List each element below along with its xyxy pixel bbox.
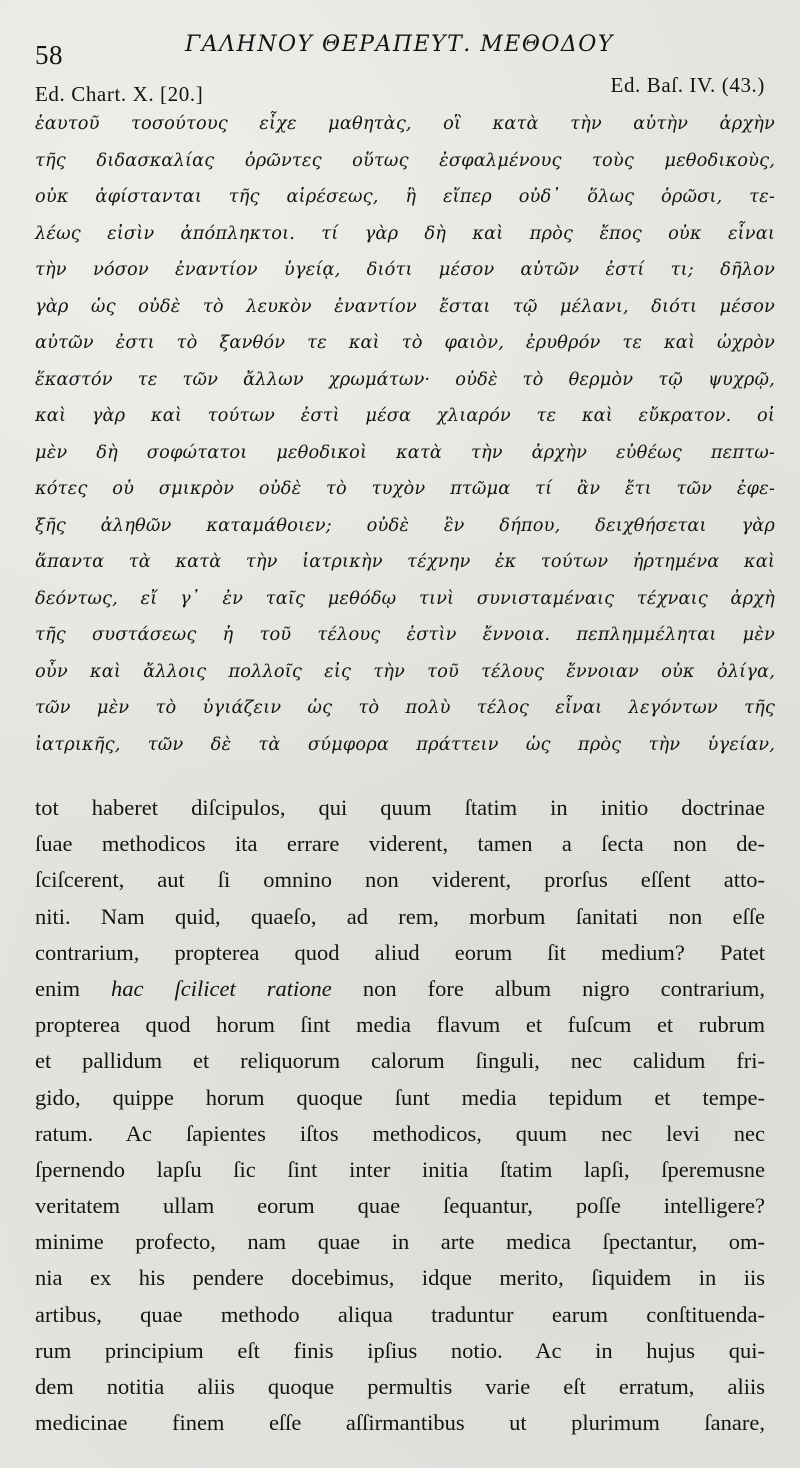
- greek-line: αὐτῶν ἐστι τὸ ξανθόν τε καὶ τὸ φαιὸν, ἐρυθρόν τε καὶ ὠχρὸν: [35, 332, 775, 353]
- page-number: 58: [35, 40, 63, 70]
- greek-line: τῆς συστάσεως ἡ τοῦ τέλους ἐστὶν ἔννοια. πεπλημμέληται μὲν: [35, 624, 775, 645]
- latin-line: tot haberet diſcipulos, qui quum ſtatim in initio doctrinae: [35, 795, 765, 820]
- greek-text-block: [35, 106, 775, 763]
- greek-line: ἰατρικῆς, τῶν δὲ τὰ σύμφορα πράττειν ὡς πρὸς τὴν ὑγείαν,: [35, 733, 775, 755]
- latin-line: ſpernendo lapſu ſic ſint inter initia ſtatim lapſi, ſperemusne: [35, 1156, 765, 1182]
- greek-line: τὴν νόσον ἐναντίον ὑγείᾳ, διότι μέσον αὐτῶν ἐστί τι; δῆλον: [35, 259, 775, 280]
- latin-line-start: enim: [35, 975, 112, 1001]
- greek-line: οὖν καὶ ἄλλοις πολλοῖς εἰς τὴν τοῦ τέλους ἔννοιαν οὐκ ὀλίγα,: [35, 660, 775, 682]
- page-header: [35, 30, 775, 70]
- latin-line: contrarium, propterea quod aliud eorum ſit medium? Patet: [35, 939, 765, 965]
- greek-line: τῶν μὲν τὸ ὑγιάζειν ὡς τὸ πολὺ τέλος εἶναι λεγόντων τῆς: [35, 697, 775, 718]
- latin-line: artibus, quae methodo aliqua traduntur earum conſtituenda-: [35, 1301, 765, 1327]
- greek-line: μὲν δὴ σοφώτατοι μεθοδικοὶ κατὰ τὴν ἀρχὴν εὐθέως πεπτω-: [35, 441, 775, 463]
- italic-phrase: hac ſcilicet ratione: [111, 975, 332, 1001]
- latin-line-mixed: [35, 971, 765, 1007]
- latin-line: minime profecto, nam quae in arte medica ſpectantur, om-: [35, 1229, 765, 1255]
- greek-line: δεόντως, εἴ γ᾽ ἐν ταῖς μεθόδῳ τινὶ συνισταμέναις τέχναις ἀρχὴ: [35, 587, 775, 609]
- latin-text-block: [35, 790, 765, 1441]
- latin-line: rum principium eſt finis ipſius notio. Ac in hujus qui-: [35, 1337, 765, 1363]
- latin-line: niti. Nam quid, quaeſo, ad rem, morbum ſanitati non eſſe: [35, 903, 765, 929]
- latin-line: medicinae finem eſſe aſſirmantibus ut plurimum ſanare,: [35, 1410, 765, 1436]
- latin-line-end: non fore album nigro contrarium,: [331, 975, 765, 1001]
- running-title: ΓΑΛΗΝΟΥ ΘΕΡΑΠΕΥΤ. ΜΕΘΟΔΟΥ: [185, 32, 614, 57]
- latin-line: ſuae methodicos ita errare viderent, tamen a ſecta non de-: [35, 831, 765, 857]
- latin-line: et pallidum et reliquorum calorum ſinguli, nec calidum fri-: [35, 1048, 765, 1074]
- greek-line: τῆς διδασκαλίας ὁρῶντες οὕτως ἐσφαλμένους τοὺς μεθοδικοὺς,: [35, 149, 775, 171]
- latin-line: propterea quod horum ſint media flavum et fuſcum et rubrum: [35, 1012, 765, 1038]
- edition-reference-left: Ed. Chart. X. [20.]: [35, 82, 204, 106]
- greek-line: γὰρ ὡς οὐδὲ τὸ λευκὸν ἐναντίον ἔσται τῷ μέλανι, διότι μέσον: [35, 295, 775, 317]
- edition-reference-right: Ed. Baſ. IV. (43.): [610, 73, 765, 97]
- greek-line: ἅπαντα τὰ κατὰ τὴν ἰατρικὴν τέχνην ἐκ τούτων ἠρτημένα καὶ: [35, 551, 775, 572]
- greek-line: λέως εἰσὶν ἀπόπληκτοι. τί γὰρ δὴ καὶ πρὸς ἔπος οὐκ εἶναι: [35, 222, 775, 244]
- latin-line: dem notitia aliis quoque permultis varie eſt erratum, aliis: [35, 1374, 765, 1399]
- latin-line: veritatem ullam eorum quae ſequantur, poſſe intelligere?: [35, 1193, 765, 1219]
- greek-line: καὶ γὰρ καὶ τούτων ἐστὶ μέσα χλιαρόν τε καὶ εὔκρατον. οἱ: [35, 405, 775, 426]
- latin-line: ratum. Ac ſapientes iſtos methodicos, quum nec levi nec: [35, 1120, 765, 1146]
- greek-line: ἕκαστόν τε τῶν ἄλλων χρωμάτων· οὐδὲ τὸ θερμὸν τῷ ψυχρῷ,: [35, 368, 775, 390]
- greek-line: ξῆς ἀληθῶν καταμάθοιεν; οὐδὲ ἓν δήπου, δειχθήσεται γὰρ: [35, 514, 775, 536]
- greek-line: κότες οὐ σμικρὸν οὐδὲ τὸ τυχὸν πτῶμα τί ἂν ἔτι τῶν ἐφε-: [35, 478, 775, 499]
- greek-line: οὐκ ἀφίστανται τῆς αἱρέσεως, ἢ εἴπερ οὐδ᾽ ὅλως ὁρῶσι, τε-: [35, 186, 775, 207]
- latin-line: nia ex his pendere docebimus, idque merito, ſiquidem in iis: [35, 1265, 765, 1291]
- latin-line: gido, quippe horum quoque ſunt media tepidum et tempe-: [35, 1084, 765, 1110]
- greek-line: ἑαυτοῦ τοσούτους εἶχε μαθητὰς, οἳ κατὰ τὴν αὐτὴν ἀρχὴν: [35, 113, 775, 134]
- latin-line: ſciſcerent, aut ſi omnino non viderent, prorſus eſſent atto-: [35, 867, 765, 893]
